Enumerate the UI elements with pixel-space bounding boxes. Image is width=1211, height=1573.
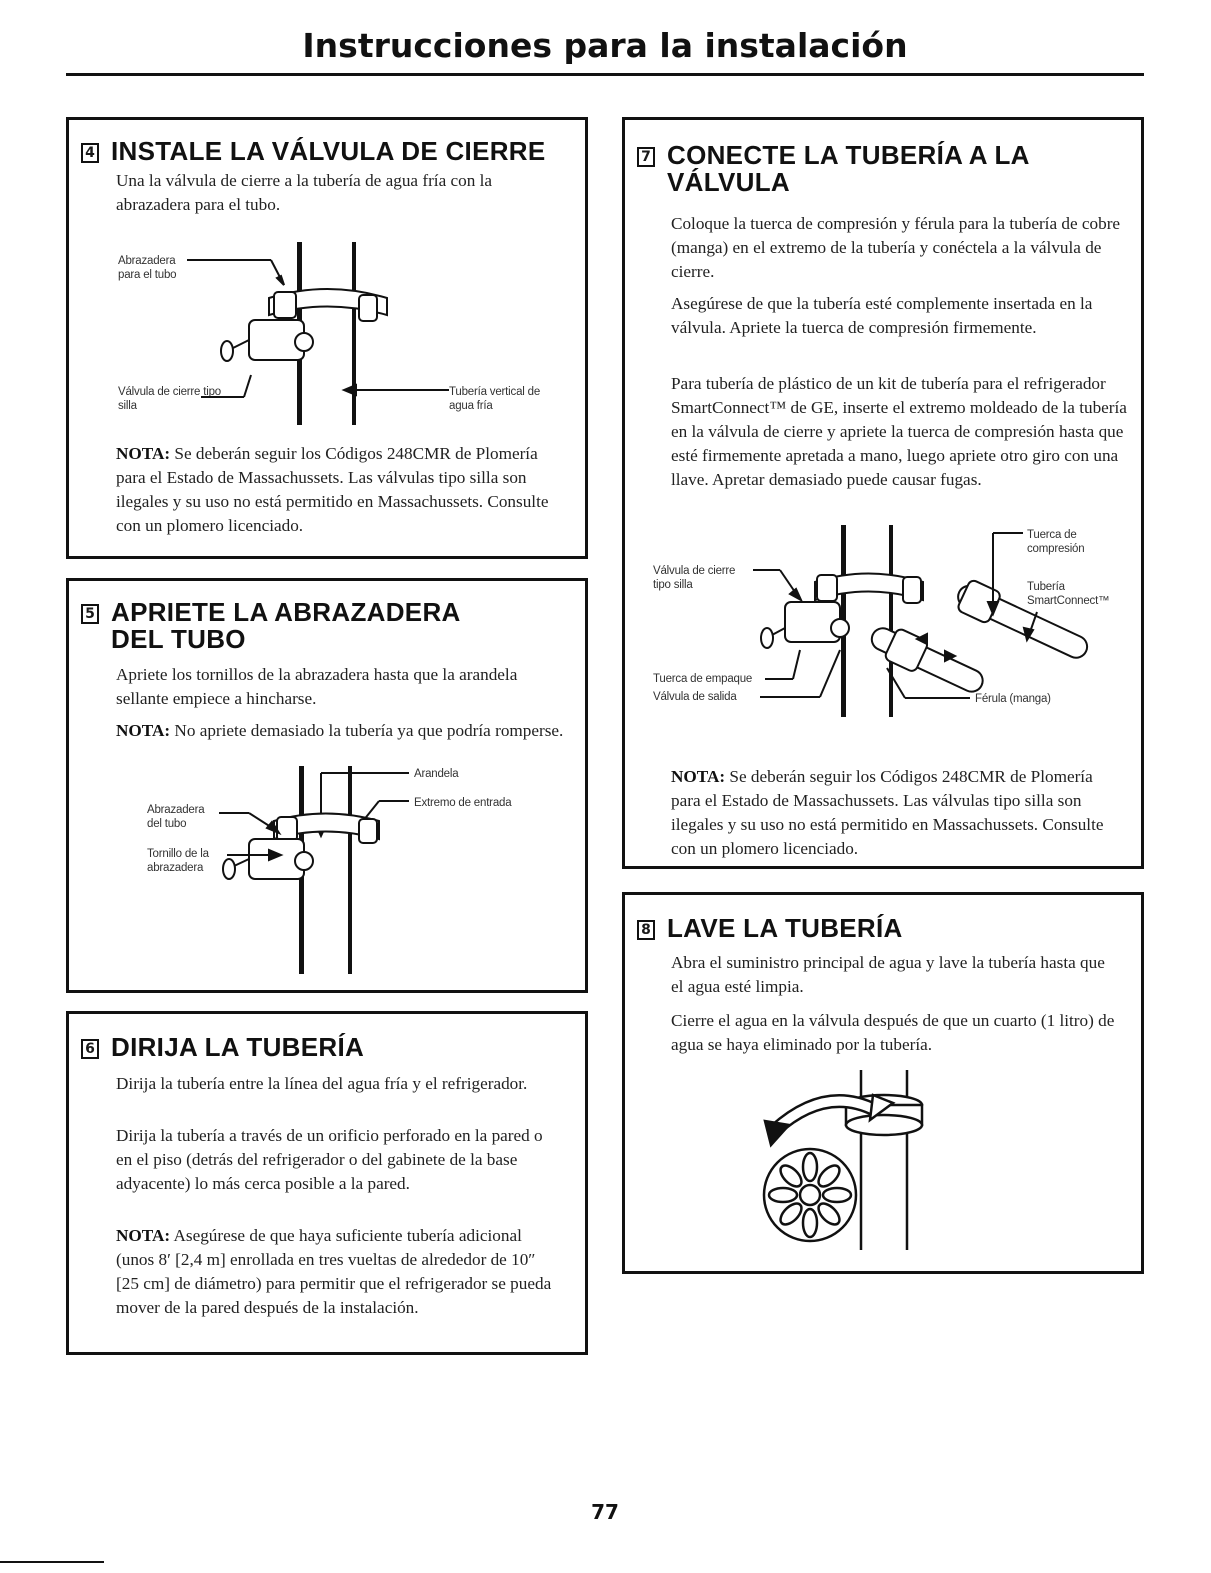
section-8-p1: Abra el suministro principal de agua y lave la tubería hasta que el agua esté limpia.	[671, 953, 1105, 996]
section-5-heading-line2: DEL TUBO	[111, 624, 246, 654]
label-washer: Arandela	[414, 768, 459, 780]
section-5-heading-line1: APRIETE LA ABRAZADERA	[111, 597, 461, 627]
clamp-tighten-diagram	[69, 581, 591, 996]
section-6-note-text: Asegúrese de que haya suficiente tubería adicional (unos 8′ [2,4 m] enrollada en tres vueltas de alrededor de 10″ [25 cm] de diámetro) para permitir que el refrigerador se pueda mover de la pared después de la instalación.	[116, 1226, 552, 1317]
section-6-p2: Dirija la tubería a través de un orificio perforado en la pared o en el piso (detrás del refrigerador o del gabinete de la base adyacente) lo más cerca posible a la pared.	[116, 1126, 543, 1193]
step-number-8: 8	[637, 920, 655, 940]
section-8-p2: Cierre el agua en la válvula después de que un cuarto (1 litro) de agua se haya eliminado por la tubería.	[671, 1011, 1115, 1054]
note-label: NOTA:	[116, 444, 171, 463]
section-4-intro: Una la válvula de cierre a la tubería de agua fría con la abrazadera para el tubo.	[116, 171, 493, 214]
section-7-p3: Para tubería de plástico de un kit de tubería para el refrigerador SmartConnect™ de GE, inserte el extremo moldeado de la tubería en la válvula de cierre y apriete la tuerca de compresión hasta que esté firmemente apretada a mano, luego apriete otro giro con una llave. Apretar demasiado puede causar fugas.	[671, 374, 1127, 489]
step-number-5: 5	[81, 604, 99, 624]
section-8-heading: LAVE LA TUBERÍA	[667, 913, 903, 943]
section-6-note	[116, 1224, 556, 1320]
note-label: NOTA:	[116, 1226, 171, 1245]
step-number-6: 6	[81, 1039, 99, 1059]
page-title: Instrucciones para la instalación	[302, 26, 908, 65]
section-7-note	[671, 765, 1121, 861]
label-pipe: Tubería vertical de agua fría	[449, 386, 541, 412]
section-5-note-text: No apriete demasiado la tubería ya que podría romperse.	[174, 721, 564, 740]
label-clamp: Abrazadera para el tubo	[118, 255, 177, 281]
section-8-box	[622, 892, 1144, 1274]
section-6-heading: DIRIJA LA TUBERÍA	[111, 1032, 365, 1062]
section-4-note	[116, 442, 571, 538]
label-ferrule: Férula (manga)	[975, 693, 1051, 705]
bottom-rule	[0, 1561, 104, 1563]
page-number: 77	[591, 1500, 619, 1524]
section-7-heading-line1: CONECTE LA TUBERÍA A LA	[667, 140, 1030, 170]
note-label: NOTA:	[116, 721, 171, 740]
section-4-box	[66, 117, 588, 559]
label-tubing: Tubería SmartConnect™	[1027, 581, 1110, 607]
label-compression-nut: Tuerca de compresión	[1027, 529, 1085, 555]
section-7-note-text: Se deberán seguir los Códigos 248CMR de Plomería para el Estado de Massachussets. Las válvulas tipo silla son ilegales y su uso no está permitido en Massachussets. Consulte con un plomero licenciado.	[671, 767, 1104, 858]
section-7-box	[622, 117, 1144, 869]
label-valve: Válvula de cierre tipo silla	[653, 565, 736, 591]
section-4-note-text: Se deberán seguir los Códigos 248CMR de Plomería para el Estado de Massachussets. Las válvulas tipo silla son ilegales y su uso no está permitido en Massachussets. Consulte con un plomero licenciado.	[116, 444, 549, 535]
section-5-box	[66, 578, 588, 993]
label-valve: Válvula de cierre tipo silla	[118, 386, 221, 412]
section-6-box	[66, 1011, 588, 1355]
section-6-p1: Dirija la tubería entre la línea del agua fría y el refrigerador.	[116, 1074, 528, 1093]
label-screw: Tornillo de la abrazadera	[147, 848, 209, 874]
label-clamp: Abrazadera del tubo	[147, 804, 205, 830]
label-outlet: Válvula de salida	[653, 691, 737, 703]
tube-connection-diagram	[625, 120, 1147, 872]
section-4-heading: INSTALE LA VÁLVULA DE CIERRE	[111, 136, 546, 166]
note-label: NOTA:	[671, 767, 726, 786]
step-number-7: 7	[637, 147, 655, 167]
section-7-heading-line2: VÁLVULA	[667, 167, 790, 197]
title-rule	[66, 73, 1144, 76]
label-packing-nut: Tuerca de empaque	[653, 673, 753, 685]
section-7-p2: Asegúrese de que la tubería esté complemente insertada en la válvula. Apriete la tuerca de compresión firmemente.	[671, 294, 1093, 337]
flush-valve-diagram	[625, 895, 1147, 1277]
step-number-4: 4	[81, 143, 99, 163]
section-5-intro: Apriete los tornillos de la abrazadera hasta que la arandela sellante empiece a hincharse.	[116, 665, 518, 708]
label-inlet: Extremo de entrada	[414, 797, 512, 809]
section-7-p1: Coloque la tuerca de compresión y férula para la tubería de cobre (manga) en el extremo de la tubería y conéctela a la válvula de cierre.	[671, 214, 1121, 281]
